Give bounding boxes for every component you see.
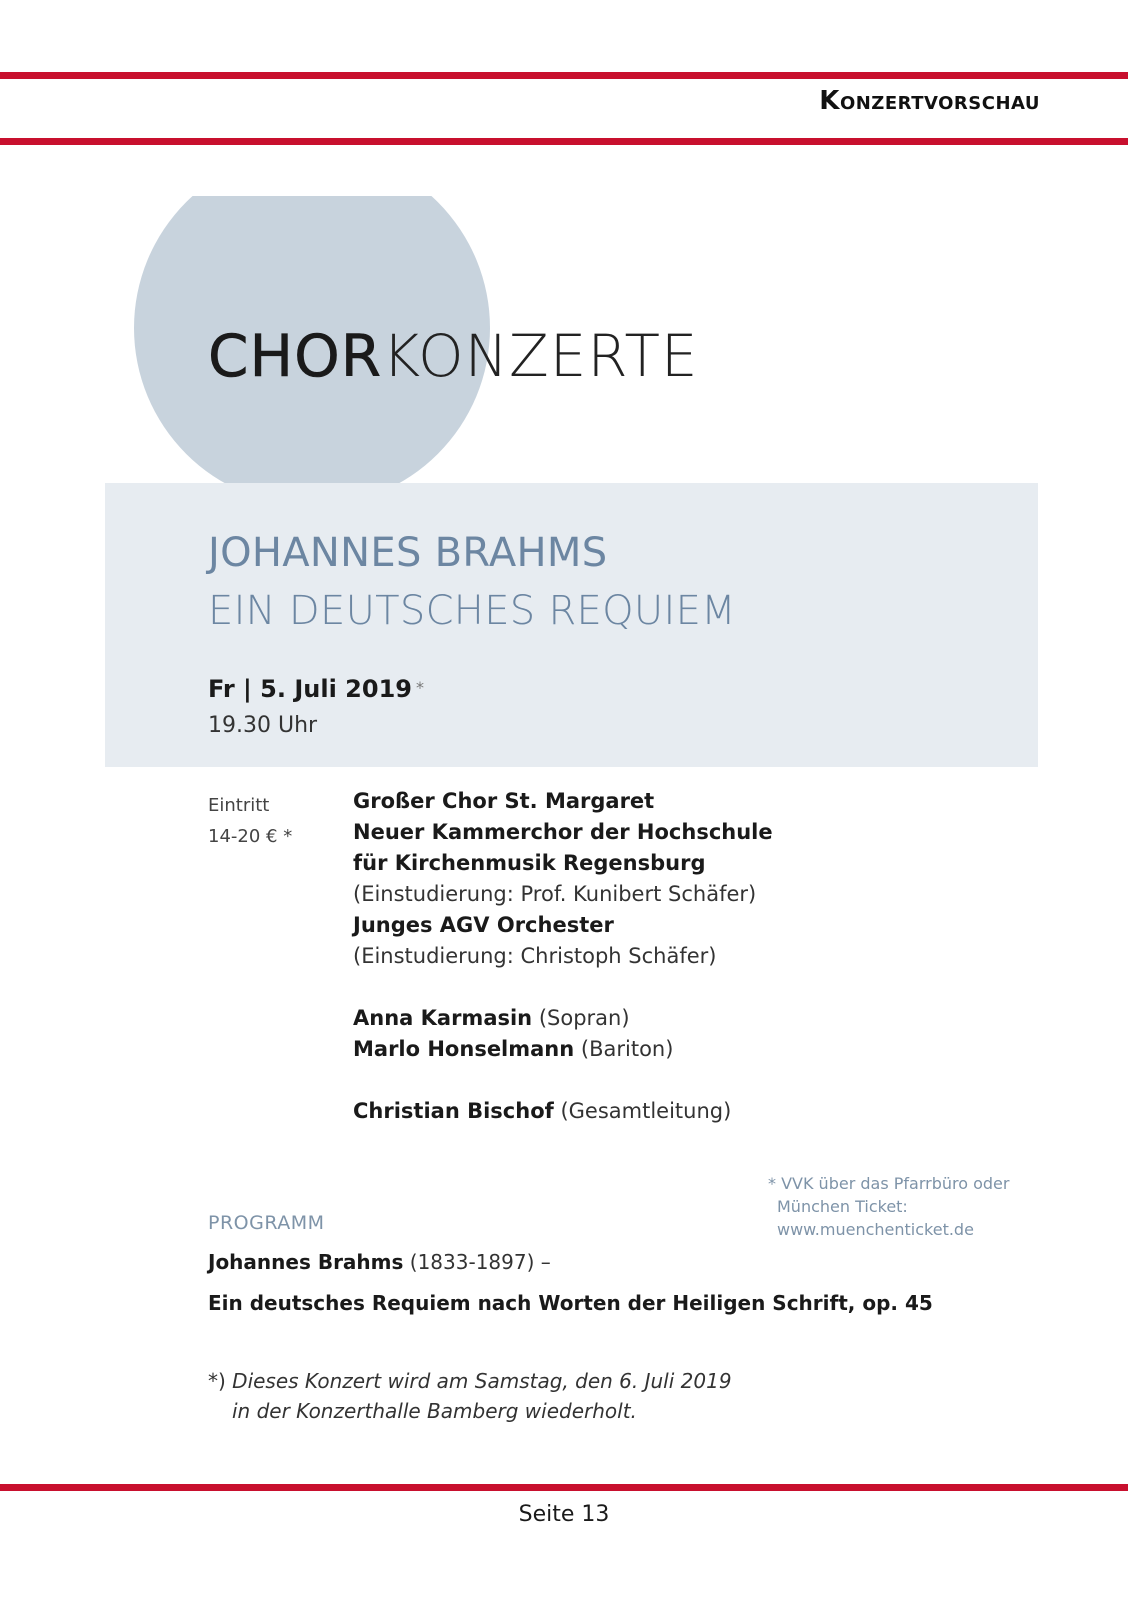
footnote-line-1: Dieses Konzert wird am Samstag, den 6. Juli 2019 [232, 1369, 732, 1393]
wordmark-strong: CHOR [208, 322, 383, 390]
soloist-1-role: (Sopran) [538, 1006, 630, 1030]
page-number: Seite 13 [518, 1502, 610, 1527]
soloist-2 [353, 1034, 773, 1065]
soloist-1 [353, 1003, 773, 1034]
chorkonzerte-wordmark [208, 322, 699, 390]
concert-date [208, 675, 424, 703]
section-title: Konzertvorschau [819, 86, 1040, 116]
presale-note [768, 1172, 1009, 1241]
performers-list [353, 786, 773, 1127]
presale-line-2: München Ticket: [777, 1197, 908, 1216]
concert-date-text: Fr | 5. Juli 2019 [208, 675, 412, 703]
program-years: (1833-1897) – [409, 1250, 551, 1274]
presale-line-1: * VVK über das Pfarrbüro oder [768, 1174, 1010, 1193]
performer-choir-2-line-2: für Kirchenmusik Regensburg [353, 851, 706, 875]
header-rule-top [0, 72, 1128, 79]
presale-url[interactable]: www.muenchenticket.de [777, 1220, 974, 1239]
soloist-2-name: Marlo Honselmann [353, 1037, 575, 1061]
soloist-1-name: Anna Karmasin [353, 1006, 533, 1030]
soloist-2-role: (Bariton) [580, 1037, 674, 1061]
performer-orchestra: Junges AGV Orchester [353, 913, 614, 937]
entry-label: Eintritt [208, 795, 270, 816]
footer-rule [0, 1484, 1128, 1491]
performer-choir-2-line-1: Neuer Kammerchor der Hochschule [353, 820, 773, 844]
performer-choir-1: Großer Chor St. Margaret [353, 789, 655, 813]
header-rule-bottom [0, 138, 1128, 145]
conductor-role: (Gesamtleitung) [560, 1099, 732, 1123]
repeat-footnote [208, 1366, 732, 1426]
concert-composer: JOHANNES BRAHMS [208, 530, 608, 576]
footnote-mark: *) [208, 1369, 226, 1393]
conductor-name: Christian Bischof [353, 1099, 554, 1123]
concert-date-mark: * [415, 678, 424, 697]
program-heading: PROGRAMM [208, 1212, 325, 1234]
entry-info [208, 790, 292, 852]
footnote-line-2: in der Konzerthalle Bamberg wiederholt. [232, 1399, 637, 1423]
conductor [353, 1096, 773, 1127]
program-composer: Johannes Brahms [208, 1250, 404, 1274]
entry-price: 14-20 € * [208, 826, 293, 847]
orchestra-director: (Einstudierung: Christoph Schäfer) [353, 944, 717, 968]
choir-director: (Einstudierung: Prof. Kunibert Schäfer) [353, 882, 757, 906]
program-composer-line [208, 1250, 551, 1274]
concert-time: 19.30 Uhr [208, 713, 318, 738]
wordmark-light: KONZERTE [382, 322, 699, 390]
program-work: Ein deutsches Requiem nach Worten der Heiligen Schrift, op. 45 [208, 1291, 933, 1315]
concert-work-title: EIN DEUTSCHES REQUIEM [208, 588, 736, 634]
